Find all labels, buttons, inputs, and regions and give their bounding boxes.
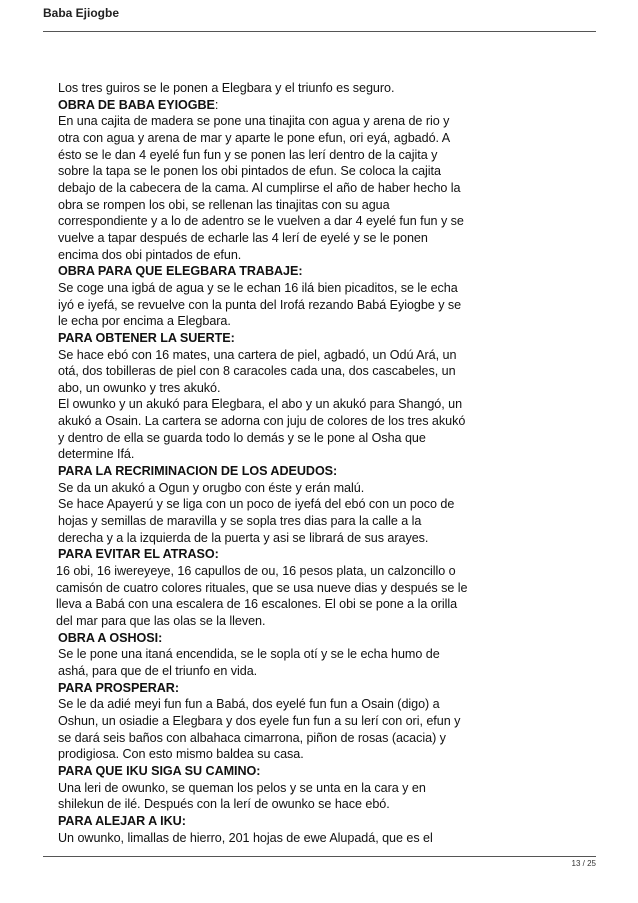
body-text-line: vuelve a tapar después de echarle las 4 lerí de eyelé y se le ponen xyxy=(58,230,428,245)
body-text-line: El owunko y un akukó para Elegbara, el abo y un akukó para Shangó, un xyxy=(58,397,463,412)
body-text-line: prodigiosa. Con esto mismo baldea su casa. xyxy=(58,747,304,762)
body-text-line: ésto se le dan 4 eyelé fun fun y se ponen las lerí dentro de la cajita y xyxy=(58,147,438,162)
body-text-line: determine Ifá. xyxy=(58,447,135,462)
section-heading-text: PARA QUE IKU SIGA SU CAMINO: xyxy=(58,763,261,778)
section-heading xyxy=(58,630,598,647)
body-text-line: se dará seis baños con albahaca cimarrona, piñon de rosas (acacia) y xyxy=(58,730,446,745)
section-heading xyxy=(58,680,598,697)
body-text-line: otra con agua y arena de mar y aparte le pone efun, ori eyá, agbadó. A xyxy=(58,130,451,145)
body-text-line: camisón de cuatro colores rituales, que se usa nueve dias y después se le xyxy=(56,580,468,595)
section-heading-text: PARA ALEJAR A IKU: xyxy=(58,813,186,828)
body-text-line: otá, dos tobilleras de piel con 8 caracoles cada una, dos cascabeles, un xyxy=(58,364,456,379)
section-heading xyxy=(58,463,598,480)
section-heading xyxy=(58,330,598,347)
body-text-line: 16 obi, 16 iwereyeye, 16 capullos de ou, 16 pesos plata, un calzoncillo o xyxy=(56,564,456,579)
section-heading xyxy=(58,546,598,563)
section-heading-text: PARA LA RECRIMINACION DE LOS ADEUDOS: xyxy=(58,464,338,479)
body-text-line: y dentro de ella se guarda todo lo demás y se le pone al Osha que xyxy=(58,430,426,445)
body-text-line: abo, un owunko y tres akukó. xyxy=(58,380,221,395)
body-text-line: encima dos obi pintados de efun. xyxy=(58,247,242,262)
body-text-line: Una leri de owunko, se queman los pelos y se unta en la cara y en xyxy=(58,780,426,795)
section-heading-text: PARA OBTENER LA SUERTE: xyxy=(58,330,235,345)
body-text-line: ashá, para que de el triunfo en vida. xyxy=(58,663,258,678)
body-text-line: iyó e iyefá, se revuelve con la punta del Irofá rezando Babá Eyiogbe y se xyxy=(58,297,462,312)
body-text-line: Se da un akukó a Ogun y orugbo con éste y erán malú. xyxy=(58,480,365,495)
section-heading xyxy=(58,263,598,280)
section-heading xyxy=(58,813,598,830)
body-text-line: Se le pone una itaná encendida, se le sopla otí y se le echa humo de xyxy=(58,647,440,662)
body-text-line: debajo de la cabecera de la cama. Al cumplirse el año de haber hecho la xyxy=(58,180,461,195)
body-text-line: Se hace ebó con 16 mates, una cartera de piel, agbadó, un Odú Ará, un xyxy=(58,347,457,362)
document-title: Baba Ejiogbe xyxy=(43,6,120,20)
body-text-line: En una cajita de madera se pone una tinajita con agua y arena de rio y xyxy=(58,114,450,129)
body-text-line: lleva a Babá con una escalera de 16 escalones. El obi se pone a la orilla xyxy=(56,597,458,612)
body-text-line: hojas y semillas de maravilla y se sopla tres dias para la calle a la xyxy=(58,514,422,529)
section-heading-text: OBRA A OSHOSI: xyxy=(58,630,163,645)
page-number: 13 / 25 xyxy=(571,859,596,868)
body-text-line: correspondiente y a lo de adentro se le vuelven a dar 4 eyelé fun fun y se xyxy=(58,214,464,229)
header-divider xyxy=(43,31,596,32)
body-text-line: shilekun de ilé. Después con la lerí de owunko se hace ebó. xyxy=(58,797,390,812)
body-text-line: derecha y a la izquierda de la puerta y asi se librará de sus arayes. xyxy=(58,530,429,545)
body-text-line: Un owunko, limallas de hierro, 201 hojas de ewe Alupadá, que es el xyxy=(58,830,433,845)
section-heading xyxy=(58,97,598,114)
section-heading-suffix: : xyxy=(214,97,219,112)
page-body xyxy=(58,80,598,846)
body-text-line: le echa por encima a Elegbara. xyxy=(58,314,231,329)
body-text-line: Los tres guiros se le ponen a Elegbara y el triunfo es seguro. xyxy=(58,81,395,95)
body-text-line: Oshun, un osiadie a Elegbara y dos eyele fun fun a su lerí con ori, efun y xyxy=(58,713,461,728)
body-text-line: del mar para que las olas se la lleven. xyxy=(56,614,266,628)
section-heading xyxy=(58,763,598,780)
body-text-line: akukó a Osain. La cartera se adorna con juju de colores de los tres akukó xyxy=(58,414,466,429)
body-text-line: sobre la tapa se le ponen los obi pintados de efun. Se coloca la cajita xyxy=(58,164,441,179)
body-text-line: Se le da adié meyi fun fun a Babá, dos eyelé fun fun a Osain (digo) a xyxy=(58,697,440,712)
section-heading-text: OBRA DE BABA EYIOGBE xyxy=(58,97,215,112)
section-heading-text: PARA PROSPERAR: xyxy=(58,680,179,695)
section-heading-text: OBRA PARA QUE ELEGBARA TRABAJE: xyxy=(58,264,303,279)
section-heading-text: PARA EVITAR EL ATRASO: xyxy=(58,547,219,562)
body-text-line: obra se rompen los obi, se rellenan las tinajitas con su agua xyxy=(58,197,390,212)
body-text-line: Se hace Apayerú y se liga con un poco de iyefá del ebó con un poco de xyxy=(58,497,455,512)
body-text-line: Se coge una igbá de agua y se le echan 16 ilá bien picaditos, se le echa xyxy=(58,280,458,295)
footer-divider xyxy=(43,856,596,857)
